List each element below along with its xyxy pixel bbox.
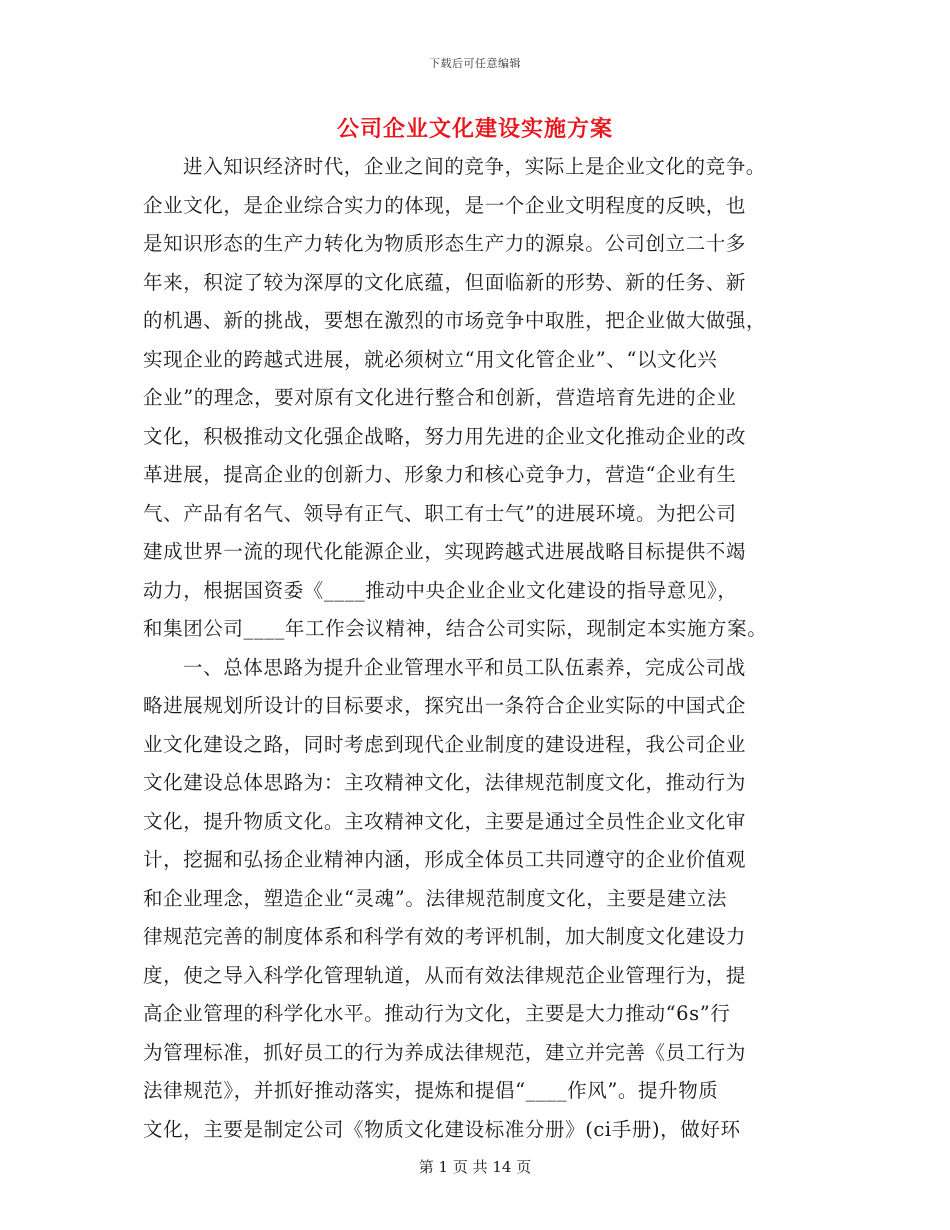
body-line: 和集团公司____年工作会议精神，结合公司实际，现制定本实施方案。 xyxy=(143,617,768,640)
document-body xyxy=(143,148,815,1149)
header-note: 下载后可任意编辑 xyxy=(429,57,521,70)
body-line: 气、产品有名气、领导有正气、职工有士气”的进展环境。为把公司 xyxy=(143,501,737,525)
body-line: 计，挖掘和弘扬企业精神内涵，形成全体员工共同遵守的企业价值观 xyxy=(143,848,747,871)
body-line: 法律规范》，并抓好推动落实，提炼和提倡“____作风”。提升物质 xyxy=(143,1079,719,1102)
body-line: 动力，根据国资委《____推动中央企业企业文化建设的指导意见》， xyxy=(143,578,738,602)
body-line: 文化建设总体思路为：主攻精神文化，法律规范制度文化，推动行为 xyxy=(143,771,747,794)
body-line: 企业”的理念，要对原有文化进行整合和创新，营造培育先进的企业 xyxy=(143,386,737,409)
body-line: 的机遇、新的挑战，要想在激烈的市场竞争中取胜，把企业做大做强， xyxy=(143,309,767,332)
body-line: 年来，积淀了较为深厚的文化底蕴，但面临新的形势、新的任务、新 xyxy=(143,270,747,294)
document-title: 公司企业文化建设实施方案 xyxy=(336,116,613,142)
body-line: 业文化建设之路，同时考虑到现代企业制度的建设进程，我公司企业 xyxy=(143,732,747,756)
body-line: 文化，提升物质文化。主攻精神文化，主要是通过全员性企业文化审 xyxy=(143,809,747,833)
body-line: 文化，积极推动文化强企战略，努力用先进的企业文化推动企业的改 xyxy=(143,424,747,448)
body-line: 企业文化，是企业综合实力的体现，是一个企业文明程度的反映，也 xyxy=(143,193,747,217)
body-line: 律规范完善的制度体系和科学有效的考评机制，加大制度文化建设力 xyxy=(143,925,747,948)
body-line: 略进展规划所设计的目标要求，探究出一条符合企业实际的中国式企 xyxy=(143,694,747,717)
body-line: 进入知识经济时代，企业之间的竞争，实际上是企业文化的竞争。 xyxy=(183,155,766,178)
body-line: 为管理标准，抓好员工的行为养成法律规范，建立并完善《员工行为 xyxy=(143,1040,747,1064)
body-line: 和企业理念，塑造企业“灵魂”。法律规范制度文化，主要是建立法 xyxy=(143,886,727,910)
body-line: 建成世界一流的现代化能源企业，实现跨越式进展战略目标提供不竭 xyxy=(143,540,747,563)
body-line: 实现企业的跨越式进展，就必须树立“用文化管企业”、“以文化兴 xyxy=(143,347,718,371)
body-line: 一、总体思路为提升企业管理水平和员工队伍素养，完成公司战 xyxy=(183,655,746,679)
body-line: 文化，主要是制定公司《物质文化建设标准分册》(ci手册)，做好环 xyxy=(143,1117,741,1141)
body-line: 革进展，提高企业的创新力、形象力和核心竞争力，营造“企业有生 xyxy=(143,463,737,486)
body-line: 度，使之导入科学化管理轨道，从而有效法律规范企业管理行为，提 xyxy=(143,963,747,987)
page-number-footer: 第 1 页 共 14 页 xyxy=(418,1158,532,1176)
body-line: 高企业管理的科学化水平。推动行为文化，主要是大力推动“6s”行 xyxy=(143,1002,731,1025)
body-line: 是知识形态的生产力转化为物质形态生产力的源泉。公司创立二十多 xyxy=(143,232,747,255)
